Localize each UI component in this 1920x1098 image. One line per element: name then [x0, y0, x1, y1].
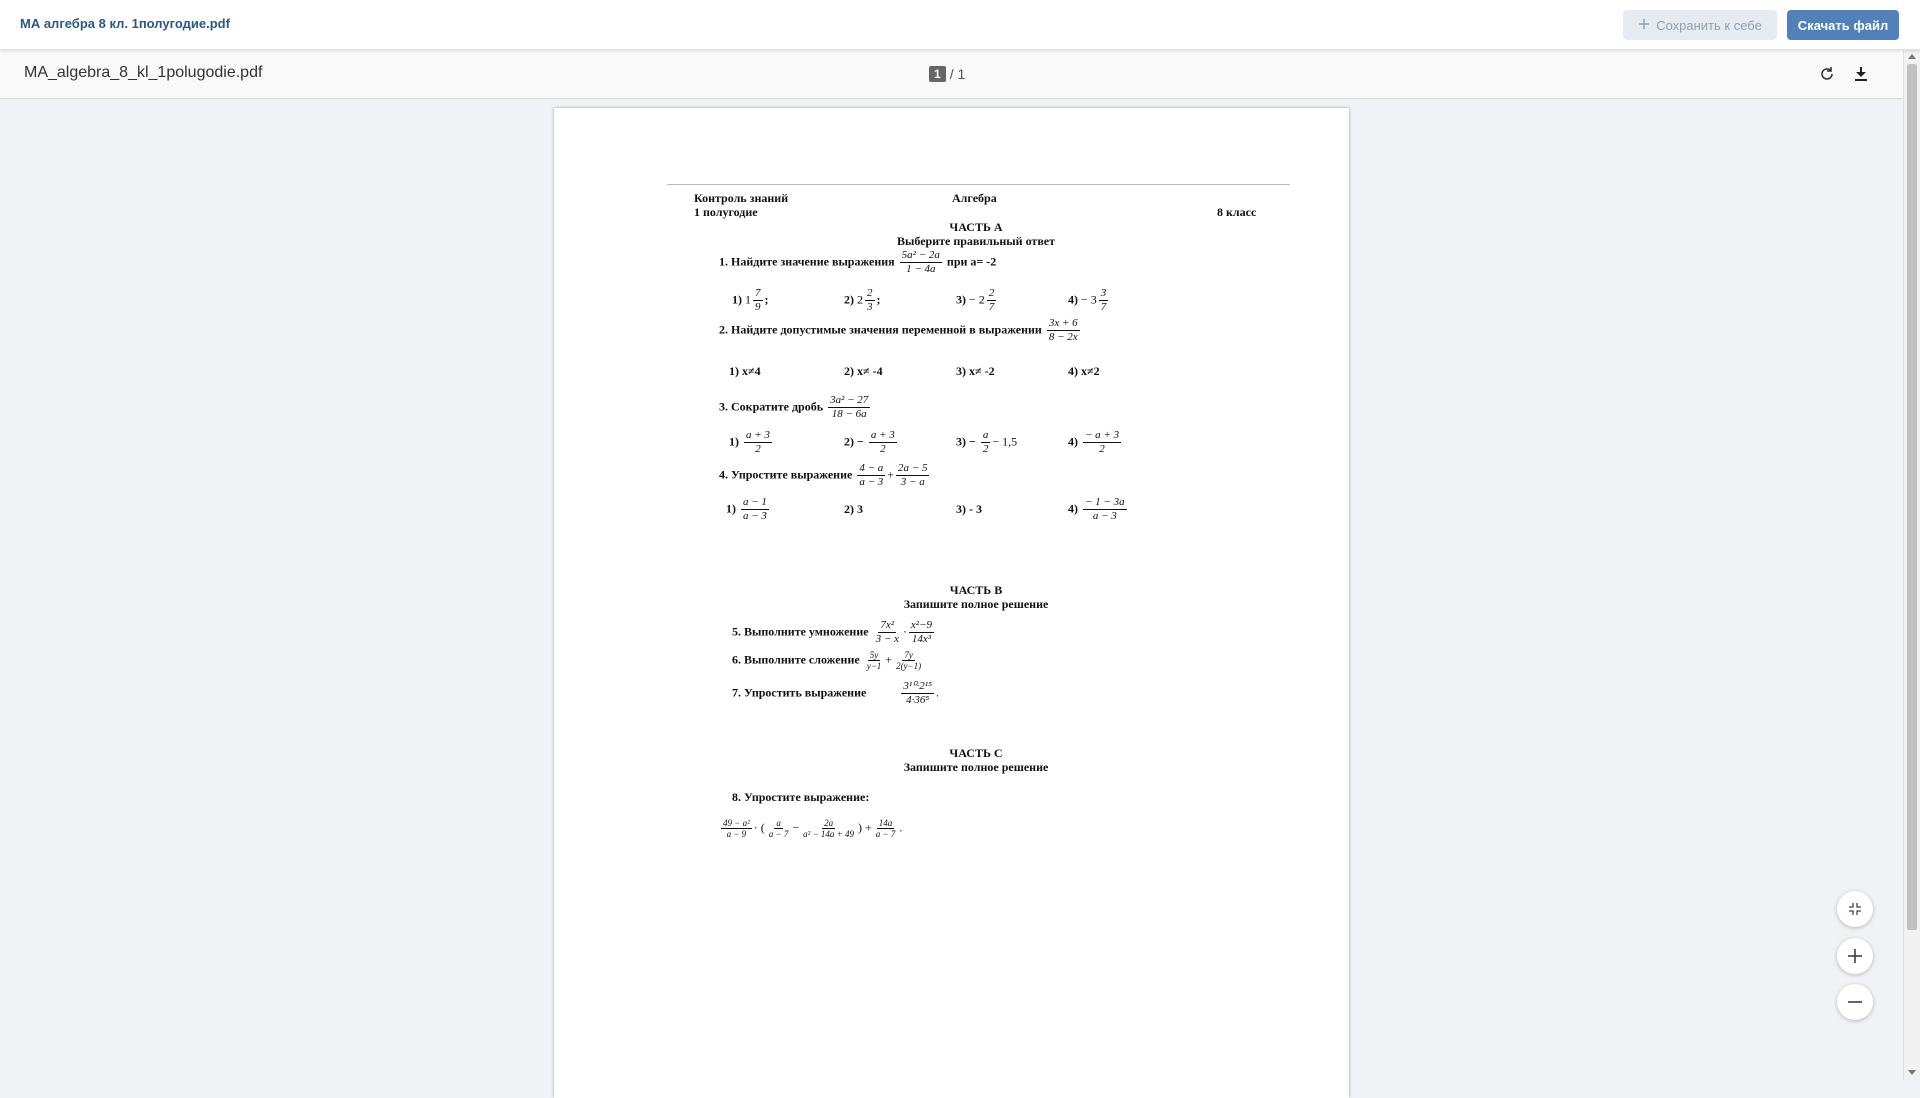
top-bar [0, 0, 1920, 50]
scroll-down-icon[interactable] [1908, 1070, 1916, 1075]
question-5: 5. Выполните умножение $\frac{\text{7x²}}{3 - x}$ · $\frac{\text{x²−9}}{\text{14x³}}$ [732, 619, 932, 645]
answer-2-3: 3) x≠ -2 [956, 364, 995, 378]
part-a-title: ЧАСТЬ А [949, 220, 1003, 234]
question-8-expression: $\frac{\text{49 − a²}}{a - 9}$ · ( $\frac{a}{a - 7}$ − $\frac{2a}{\text{a² − 14a + 49}}$ ) + $\frac{14a}{a - 7}$ . [723, 818, 903, 839]
current-page-input[interactable]: 1 [929, 66, 946, 82]
answer-1-1: 1) 1 $\frac{7}{9}$ ; [732, 287, 769, 313]
zoom-in-icon[interactable] [1837, 938, 1873, 974]
scrollbar-thumb[interactable] [1907, 64, 1917, 930]
answer-4-3: 3) - 3 [956, 502, 982, 516]
plus-icon [1638, 18, 1650, 33]
pdf-filename: MA_algebra_8_kl_1polugodie.pdf [24, 64, 263, 81]
answer-3-4: 4) $\frac{- a + 3}{2}$ [1068, 429, 1120, 455]
part-b-subtitle: Запишите полное решение [903, 597, 1049, 611]
header-subject: Алгебра [952, 191, 997, 205]
question-2: 2. Найдите допустимые значения переменной в выражении $\frac{3x + 6}{8 - 2x}$ [719, 317, 1078, 343]
answer-3-1: 1) $\frac{a + 3}{2}$ [729, 429, 770, 455]
save-to-me-button[interactable] [1623, 10, 1777, 40]
document-title: МА алгебра 8 кл. 1полугодие.pdf [20, 16, 230, 31]
header-left-2: 1 полугодие [694, 205, 758, 219]
answer-1-2: 2) 2 $\frac{2}{3}$ ; [844, 287, 881, 313]
fit-page-icon[interactable] [1837, 891, 1873, 927]
pdf-page [554, 108, 1349, 1098]
question-1: 1. Найдите значение выражения $\frac{\text{5a² − 2a}}{1 - 4a}$ при а= -2 [719, 249, 997, 275]
answer-4-1: 1) $\frac{a - 1}{a - 3}$ [726, 496, 767, 522]
page-header-rule [667, 184, 1290, 185]
question-6: 6. Выполните сложение $\frac{5y}{y-1}$ + $\frac{7y}{2(y-1)}$ [732, 650, 922, 671]
viewer-toolbar [0, 50, 1903, 99]
question-3: 3. Сократите дробь $\frac{\text{3a² − 27}}{18 - 6a}$ [719, 394, 869, 420]
part-a-subtitle: Выберите правильный ответ [896, 234, 1056, 248]
rotate-icon[interactable] [1816, 63, 1838, 85]
scroll-up-icon[interactable] [1908, 54, 1916, 59]
header-grade: 8 класс [1217, 205, 1257, 219]
question-4: 4. Упростите выражение $\frac{4 - a}{a - 3}$ + $\frac{2a - 5}{3 - a}$ [719, 462, 928, 488]
vertical-scrollbar[interactable] [1903, 50, 1920, 1080]
question-7: 7. Упростить выражение $\frac{\text{3¹⁰·2¹⁵}}{\text{4·36⁵}}$ . [732, 680, 939, 706]
answer-2-2: 2) x≠ -4 [844, 364, 883, 378]
header-left-1: Контроль знаний [694, 191, 789, 205]
part-c-subtitle: Запишите полное решение [903, 760, 1049, 774]
answer-3-2: 2) − $\frac{a + 3}{2}$ [844, 429, 895, 455]
answer-2-4: 4) x≠2 [1068, 364, 1100, 378]
download-icon[interactable] [1850, 63, 1872, 85]
pdf-viewer [0, 50, 1920, 1080]
answer-1-3: 3) − 2 $\frac{2}{7}$ [956, 287, 995, 313]
part-c-title: ЧАСТЬ С [949, 746, 1003, 760]
total-pages: / 1 [949, 66, 966, 82]
answer-4-4: 4) $\frac{- 1 - 3a}{a - 3}$ [1068, 496, 1125, 522]
part-b-title: ЧАСТЬ В [949, 583, 1003, 597]
download-file-button[interactable]: Скачать файл [1787, 10, 1899, 40]
page-indicator [929, 66, 965, 82]
answer-3-3: 3) − $\frac{a}{2}$ − 1,5 [956, 429, 1018, 455]
save-to-me-label: Сохранить к себе [1656, 17, 1762, 33]
zoom-out-icon[interactable] [1837, 984, 1873, 1020]
answer-1-4: 4) − 3 $\frac{3}{7}$ [1068, 287, 1107, 313]
answer-2-1: 1) x≠4 [729, 364, 761, 378]
question-8: 8. Упростите выражение: [732, 790, 870, 804]
answer-4-2: 2) 3 [844, 502, 863, 516]
